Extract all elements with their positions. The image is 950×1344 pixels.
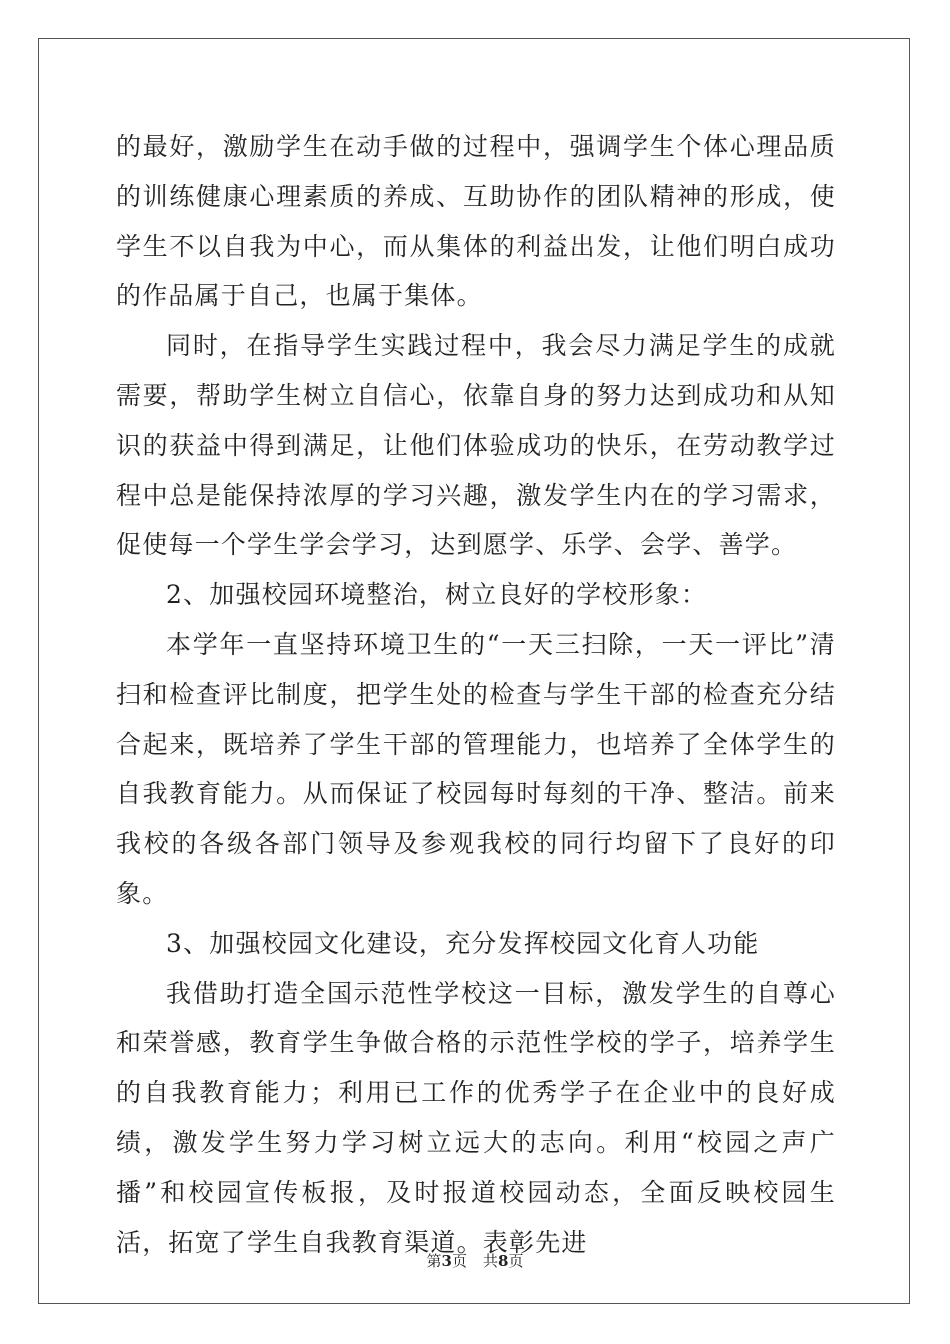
paragraph-2: 同时，在指导学生实践过程中，我会尽力满足学生的成就需要，帮助学生树立自信心，依靠自身的努力达到成功和从知识的获益中得到满足，让他们体验成功的快乐，在劳动教学过程中总是能保持浓厚的学习兴趣，激发学生内在的学习需求，促使每一个学生学会学习，达到愿学、乐学、会学、善学。 (116, 331, 836, 560)
page-footer (0, 1250, 950, 1271)
paragraph-1: 的最好，激励学生在动手做的过程中，强调学生个体心理品质的训练健康心理素质的养成、互助协作的团队精神的形成，使学生不以自我为中心，而从集体的利益出发，让他们明白成功的作品属于自己，也属于集体。 (116, 132, 836, 311)
section-heading-2: 2、加强校园环境整治，树立良好的学校形象： (166, 580, 708, 610)
current-page-number: 3 (441, 1252, 452, 1270)
paragraph-4: 我借助打造全国示范性学校这一目标，激发学生的自尊心和荣誉感，教育学生争做合格的示范性学校的学子，培养学生的自我教育能力；利用已工作的优秀学子在企业中的良好成绩，激发学生努力学习树立远大的志向。利用“校园之声广播”和校园宣传板报，及时报道校园动态，全面反映校园生活，拓宽了学生自我教育渠道。表彰先进 (116, 978, 836, 1257)
paragraph-3: 本学年一直坚持环境卫生的“一天三扫除，一天一评比”清扫和检查评比制度，把学生处的检查与学生干部的检查充分结合起来，既培养了学生干部的管理能力，也培养了全体学生的自我教育能力。从而保证了校园每时每刻的干净、整洁。前来我校的各级各部门领导及参观我校的同行均留下了良好的印象。 (116, 629, 836, 908)
page-suffix: 页 (451, 1252, 467, 1270)
total-suffix: 页 (508, 1252, 524, 1270)
total-prefix: 共 (483, 1252, 499, 1270)
document-body (116, 122, 836, 1267)
section-heading-3: 3、加强校园文化建设，充分发挥校园文化育人功能 (166, 928, 760, 958)
page-prefix: 第 (426, 1252, 442, 1270)
total-page-number: 8 (498, 1252, 509, 1270)
